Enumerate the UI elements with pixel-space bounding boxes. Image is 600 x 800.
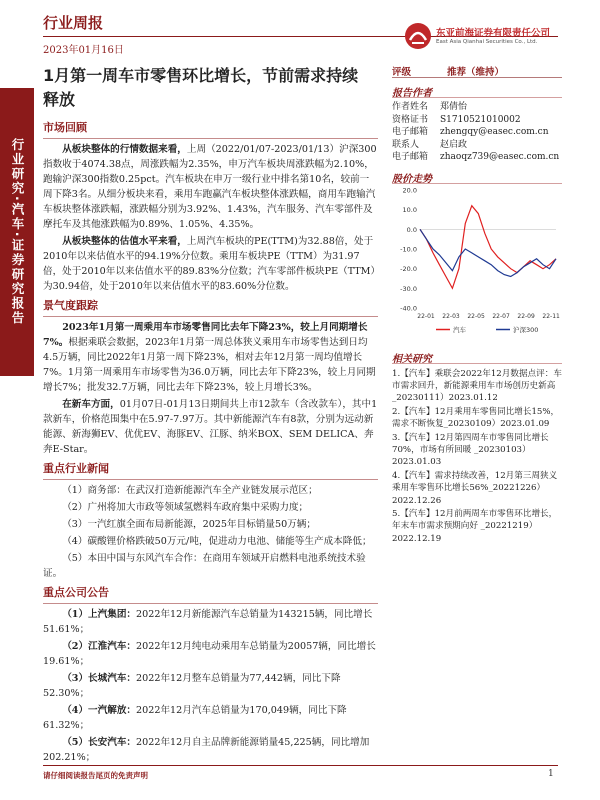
author-key: 资格证书: [392, 114, 429, 125]
author-row: [392, 114, 562, 127]
author-value: zhaoqz739@easec.com.cn: [440, 152, 560, 162]
announcement-text: 2022年12月自主品牌新能源销量45,225辆，同比增加202.21%；: [43, 737, 370, 763]
legend-label: 汽车: [453, 325, 466, 334]
paragraph-text: 上周汽车板块的PE(TTM)为32.88倍，处于2010年以来估值水平的94.19%分位数。乘用车板块PE（TTM）为31.97倍，处于2010年以来估值水平的89.83%分位数；汽车零部件板块PE（TTM）为30.94倍，处于2010年以来估值水平的83.60%分位数。: [43, 236, 376, 292]
section-announcements: 重点公司公告: [43, 586, 109, 599]
main-content: [43, 116, 378, 767]
related-list: [392, 368, 562, 546]
company-name-en: East Asia Qianhai Securities Co., Ltd.: [436, 39, 538, 45]
right-column: [392, 64, 562, 546]
news-item: （3）一汽红旗全面布局新能源，2025年目标销量50万辆；: [62, 519, 316, 530]
rating-row: [392, 64, 562, 78]
x-tick-label: 22-05: [467, 312, 485, 320]
x-tick-label: 22-07: [492, 312, 510, 320]
footer-divider: [43, 765, 558, 766]
author-value: 赵启政: [440, 139, 468, 150]
company-name: （5）长安汽车：: [62, 737, 137, 748]
paragraph-retail: [43, 320, 378, 395]
author-row: [392, 151, 562, 164]
section-market-review: 市场回顾: [43, 121, 87, 134]
authors-list: [392, 101, 562, 164]
section-divider: [43, 316, 378, 317]
sidebar-category: [0, 88, 34, 376]
related-item[interactable]: 3.【汽车】12月第四周车市零售同比增长70%，市场有所回暖 _20230103）2023.01.03: [392, 432, 549, 468]
paragraph-new-cars: [43, 397, 378, 457]
related-item[interactable]: 2.【汽车】12月乘用车零售同比增长15%，需求不断恢复_20230109）2023.01.09: [392, 406, 560, 430]
author-key: 联系人: [392, 139, 420, 150]
footer-disclaimer: 请仔细阅读报告尾页的免责声明: [43, 771, 148, 780]
paragraph-lead: 在新车方面，: [62, 399, 120, 410]
x-tick-label: 22-09: [517, 312, 535, 320]
paragraph-text: 01月07日-01月13日期间共上市12款车（含改款车），其中1款新车，价格范围集中在5.97-7.97万。其中新能源汽车有8款，分别为远动新能源、新海狮EV、优优EV、海豚EV、江豚、纳米BOX、SEM DELICA、奔奔E-Star。: [43, 399, 378, 455]
x-tick-label: 22-01: [417, 312, 435, 320]
announcement-text: 2022年12月纯电动乘用车总销量为20057辆，同比增长19.61%；: [43, 641, 376, 667]
page-title: 1月第一周车市零售环比增长，节前需求持续释放: [43, 66, 359, 109]
paragraph-text: 上周（2022/01/07-2023/01/13）沪深300指数收于4074.38点，周涨跌幅为2.35%，申万汽车板块周涨跌幅为2.10%，跑输沪深300指数0.25pct。汽车板块在申万一级行业中排名第10名，较前一周下降3名。从细分板块来看，乘用车跑赢汽车板块整体涨跌幅，商用车跑输汽车板块整体涨跌幅，涨跌幅分别为3.92%、1.43%，汽车服务、汽车零部件及摩托车及其他涨跌幅为0.89%、1.05%、4.35%。: [43, 144, 377, 230]
announcement-item: [43, 735, 378, 765]
report-type: 行业周报: [43, 14, 104, 32]
paragraph-valuation: [43, 234, 378, 294]
announcement-item: [43, 639, 378, 669]
related-item[interactable]: 4.【汽车】需求持续改善，12月第三周狭义乘用车零售环比增长56%_20221226）2022.12.26: [392, 470, 558, 506]
x-tick-label: 22-03: [442, 312, 460, 320]
section-news: 重点行业新闻: [43, 462, 109, 475]
y-tick-label: -10.0: [400, 245, 417, 253]
section-divider: [43, 138, 378, 139]
stock-chart-svg: [392, 184, 562, 344]
company-name-cn: 东亚前海证券有限责任公司: [436, 28, 551, 39]
announcement-text: 2022年12月新能源汽车总销量为143215辆，同比增长51.61%；: [43, 609, 373, 635]
news-item: （5）本田中国与东风汽车合作：在商用车领域开启燃料电池系统技术验证。: [43, 553, 366, 579]
sidebar-label: 行业研究·汽车·证券研究报告: [10, 138, 25, 326]
y-tick-label: -40.0: [400, 304, 417, 312]
author-value: S1710521010002: [440, 114, 521, 125]
stock-chart-heading: 股价走势: [392, 170, 562, 184]
news-item: （4）碳酸锂价格跌破50万元/吨，促进动力电池、储能等生产成本降低；: [62, 536, 372, 547]
related-item[interactable]: 5.【汽车】12月前两周车市零售环比增长，年末车市需求预期向好 _20221219）2022.12.19: [392, 508, 558, 544]
stock-chart: [392, 184, 562, 344]
announcement-text: 2022年12月整车总销量为77,442辆，同比下降52.30%；: [43, 673, 341, 699]
author-key: 电子邮箱: [392, 152, 429, 162]
author-row: [392, 139, 562, 152]
series-line-auto: [420, 205, 556, 288]
x-tick-label: 22-11: [542, 312, 560, 320]
company-name: （2）江淮汽车：: [62, 641, 137, 652]
author-value: zhengqy@easec.com.cn: [440, 127, 549, 137]
page-number: 1: [548, 769, 554, 779]
paragraph-text: 根据乘联会数据，2023年1月第一周总体狭义乘用车市场零售达到日均4.5万辆，同比2022年1月第一周下降23%，相对去年12月第一周均值增长7%。1月第一周乘用车市场零售为36.0万辆，同比去年下降23%，较上月同期增长7%；批发32.7万辆，同比去年下降23%，较上月增长3%。: [43, 337, 376, 393]
author-key: 作者姓名: [392, 102, 429, 112]
author-value: 郑倩怡: [440, 102, 468, 112]
section-divider: [43, 603, 378, 604]
news-item: （2）广州将加大市政等领域氢燃料车政府集中采购力度；: [62, 502, 309, 513]
author-key: 电子邮箱: [392, 127, 429, 137]
series-line-hs300: [420, 229, 556, 276]
rating-value: 推荐（维持）: [447, 67, 505, 78]
related-heading: 相关研究: [392, 350, 562, 364]
announcement-item: [43, 703, 378, 733]
y-tick-label: 10.0: [402, 205, 417, 214]
legend-label: 沪深300: [513, 325, 539, 334]
paragraph-market: [43, 142, 378, 232]
news-item: （1）商务部：在武汉打造新能源汽车全产业链发展示范区；: [62, 485, 318, 496]
paragraph-lead: 从板块整体的估值水平来看，: [62, 236, 187, 247]
section-prosperity: 景气度跟踪: [43, 299, 98, 312]
announcement-text: 2022年12月汽车总销量为170,049辆，同比下降61.32%；: [43, 705, 347, 731]
y-tick-label: 20.0: [402, 186, 417, 194]
company-name: （4）一汽解放：: [62, 705, 137, 716]
announcement-item: [43, 607, 378, 637]
paragraph-lead: 从板块整体的行情数据来看，: [62, 144, 187, 155]
author-row: [392, 126, 562, 139]
announcement-item: [43, 671, 378, 701]
y-tick-label: -30.0: [400, 284, 417, 293]
y-tick-label: 0.0: [406, 225, 417, 234]
related-item[interactable]: 1.【汽车】乘联会2022年12月数据点评：车市需求回升，新能源乘用车市场创历史新高_20230111）2023.01.12: [392, 368, 562, 404]
paragraph-lead: 2023年1月第一周乘用车市场零售同比去年下降23%，较上月同期增长7%。: [43, 322, 368, 348]
company-name: （3）长城汽车：: [62, 673, 137, 684]
authors-heading: 报告作者: [392, 84, 562, 98]
section-divider: [43, 479, 378, 480]
rating-label: 评级: [392, 67, 412, 78]
company-name: （1）上汽集团：: [62, 609, 137, 620]
report-date: 2023年01月16日: [43, 45, 124, 56]
y-tick-label: -20.0: [400, 264, 417, 273]
author-row: [392, 101, 562, 114]
